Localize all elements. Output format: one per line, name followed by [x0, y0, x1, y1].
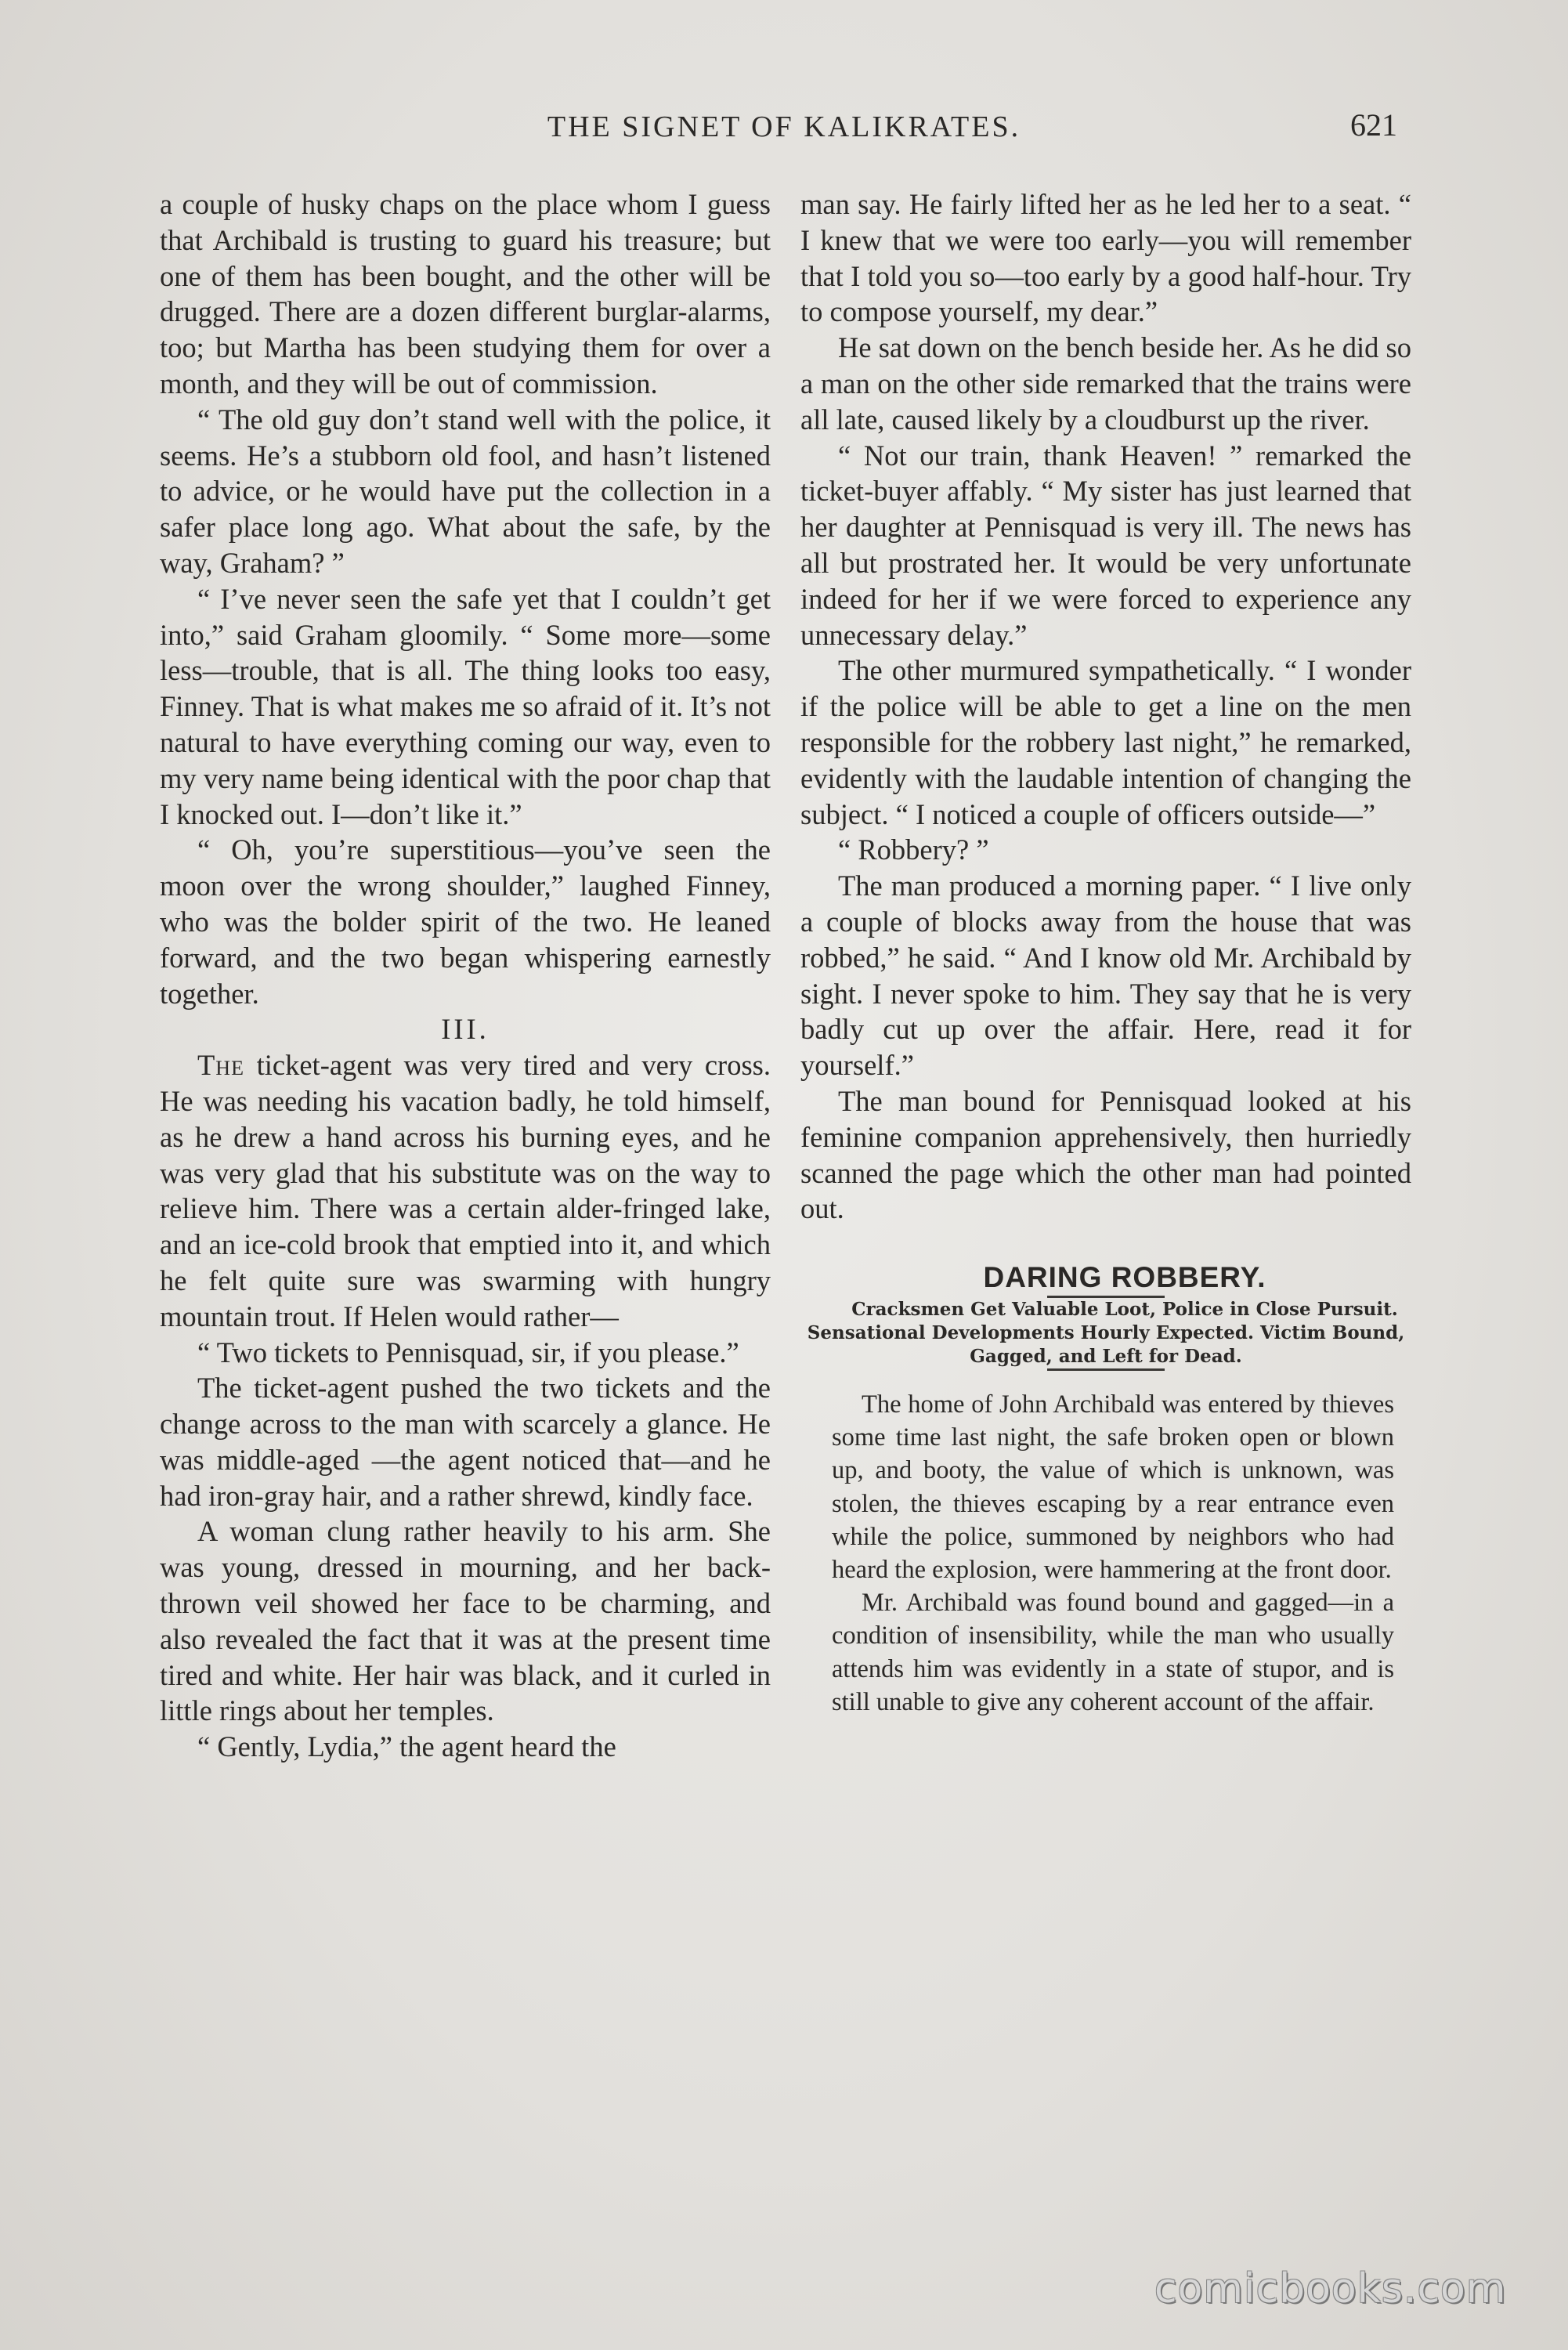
small-caps-opening-word: The: [197, 1049, 244, 1082]
page-number: 621: [1350, 107, 1397, 143]
running-title: THE SIGNET OF KALIKRATES.: [547, 110, 1021, 143]
subhead-rule: [1047, 1368, 1165, 1371]
body-paragraph: A woman clung rather heavily to his arm. She was young, dressed in mourning, and her back-thrown veil showed her face to be charming, and also revealed the fact that it was at the present time tired and white. Her hair was black, and it curled in little rings about her temples.: [160, 1515, 771, 1727]
opening-paragraph-text: ticket-agent was very tired and very cross. He was needing his vacation badly, he told himself, as he drew a hand across his burning eyes, and he was very glad that his substitute was on the way to relieve him. There was a certain alder-fringed lake, and an ice-cold brook that emptied into it, and which he felt quite sure was swarming with hungry mountain trout. If Helen would rather—: [160, 1049, 771, 1332]
clipping-body: [832, 1388, 1394, 1719]
body-paragraph: “ Two tickets to Pennisquad, sir, if you please.”: [197, 1336, 739, 1368]
watermark-logo: comicbooks.com: [1154, 2265, 1507, 2312]
right-column: [800, 186, 1411, 1719]
body-paragraph: “ Oh, you’re superstitious—you’ve seen the moon over the wrong shoulder,” laughed Finney, who was the bolder spirit of the two. He leaned forward, and the two began whispering earnestly together.: [160, 833, 771, 1010]
body-paragraph: “ Gently, Lydia,” the agent heard the: [197, 1730, 616, 1763]
left-column: [160, 186, 771, 1765]
body-paragraph: “ Robbery? ”: [838, 833, 989, 866]
body-paragraph: man say. He fairly lifted her as he led her to a seat. “ I knew that we were too early—you will remember that I told you so—too early by a good half-hour. Try to compose yourself, my dear.”: [800, 188, 1411, 328]
clipping-headline: DARING ROBBERY.: [983, 1261, 1266, 1294]
section-number: III.: [441, 1013, 490, 1046]
body-paragraph: “ I’ve never seen the safe yet that I couldn’t get into,” said Graham gloomily. “ Some more—some less—trouble, that is all. The thing looks too easy, Finney. That is what makes me so afraid of it. It’s not natural to have everything coming our way, even to my very name being identical with the poor chap that I knocked out. I—don’t like it.”: [160, 582, 771, 830]
body-paragraph: a couple of husky chaps on the place whom I guess that Archibald is trusting to guard his treasure; but one of them has been bought, and the other will be drugged. There are a dozen different burglar-alarms, too; but Martha has been studying them for over a month, and they will be out of commission.: [160, 188, 771, 400]
section-opening-paragraph: [160, 1047, 771, 1334]
body-paragraph: “ The old guy don’t stand well with the police, it seems. He’s a stubborn old fool, and hasn’t listened to advice, or he would have put the collection in a safer place long ago. What about the safe, by the way, Graham? ”: [160, 403, 771, 579]
body-paragraph: The man produced a morning paper. “ I live only a couple of blocks away from the house that was robbed,” he said. “ And I know old Mr. Archibald by sight. I never spoke to him. They say that he is very badly cut up over the affair. Here, read it for yourself.”: [800, 870, 1411, 1082]
body-paragraph: The ticket-agent pushed the two tickets and the change across to the man with scarcely a glance. He was middle-aged —the agent noticed that—and he had iron-gray hair, and a rather shrewd, kindly face.: [160, 1372, 771, 1512]
newspaper-clipping: [800, 1260, 1411, 1719]
clipping-paragraph: The home of John Archibald was entered by thieves some time last night, the safe broken open or blown up, and booty, the value of which is unknown, was stolen, the thieves escaping by a rear entrance even while the police, summoned by neighbors who had heard the explosion, were hammering at the front door.: [832, 1390, 1394, 1584]
body-paragraph: “ Not our train, thank Heaven! ” remarked the ticket-buyer affably. “ My sister has just learned that her daughter at Pennisquad is very ill. The news has all but prostrated her. It would be very unfortunate indeed for her if we were forced to experience any unnecessary delay.”: [800, 439, 1411, 651]
body-paragraph: The other murmured sympathetically. “ I wonder if the police will be able to get a line on the men responsible for the robbery last night,” he remarked, evidently with the laudable intention of changing the subject. “ I noticed a couple of officers outside—”: [800, 654, 1411, 830]
body-paragraph: He sat down on the bench beside her. As he did so a man on the other side remarked that the trains were all late, caused likely by a cloudburst up the river.: [800, 331, 1411, 436]
body-paragraph: The man bound for Pennisquad looked at his feminine companion apprehensively, then hurriedly scanned the page which the other man had pointed out.: [800, 1084, 1411, 1225]
clipping-paragraph: Mr. Archibald was found bound and gagged—in a condition of insensibility, while the man who usually attends him was evidently in a state of stupor, and is still unable to give any coherent account of the affair.: [832, 1589, 1394, 1716]
clipping-subhead: Cracksmen Get Valuable Loot, Police in Close Pursuit. Sensational Developments Hourly Expected. Victim Bound, Gagged, and Left for Dead.: [807, 1298, 1405, 1367]
